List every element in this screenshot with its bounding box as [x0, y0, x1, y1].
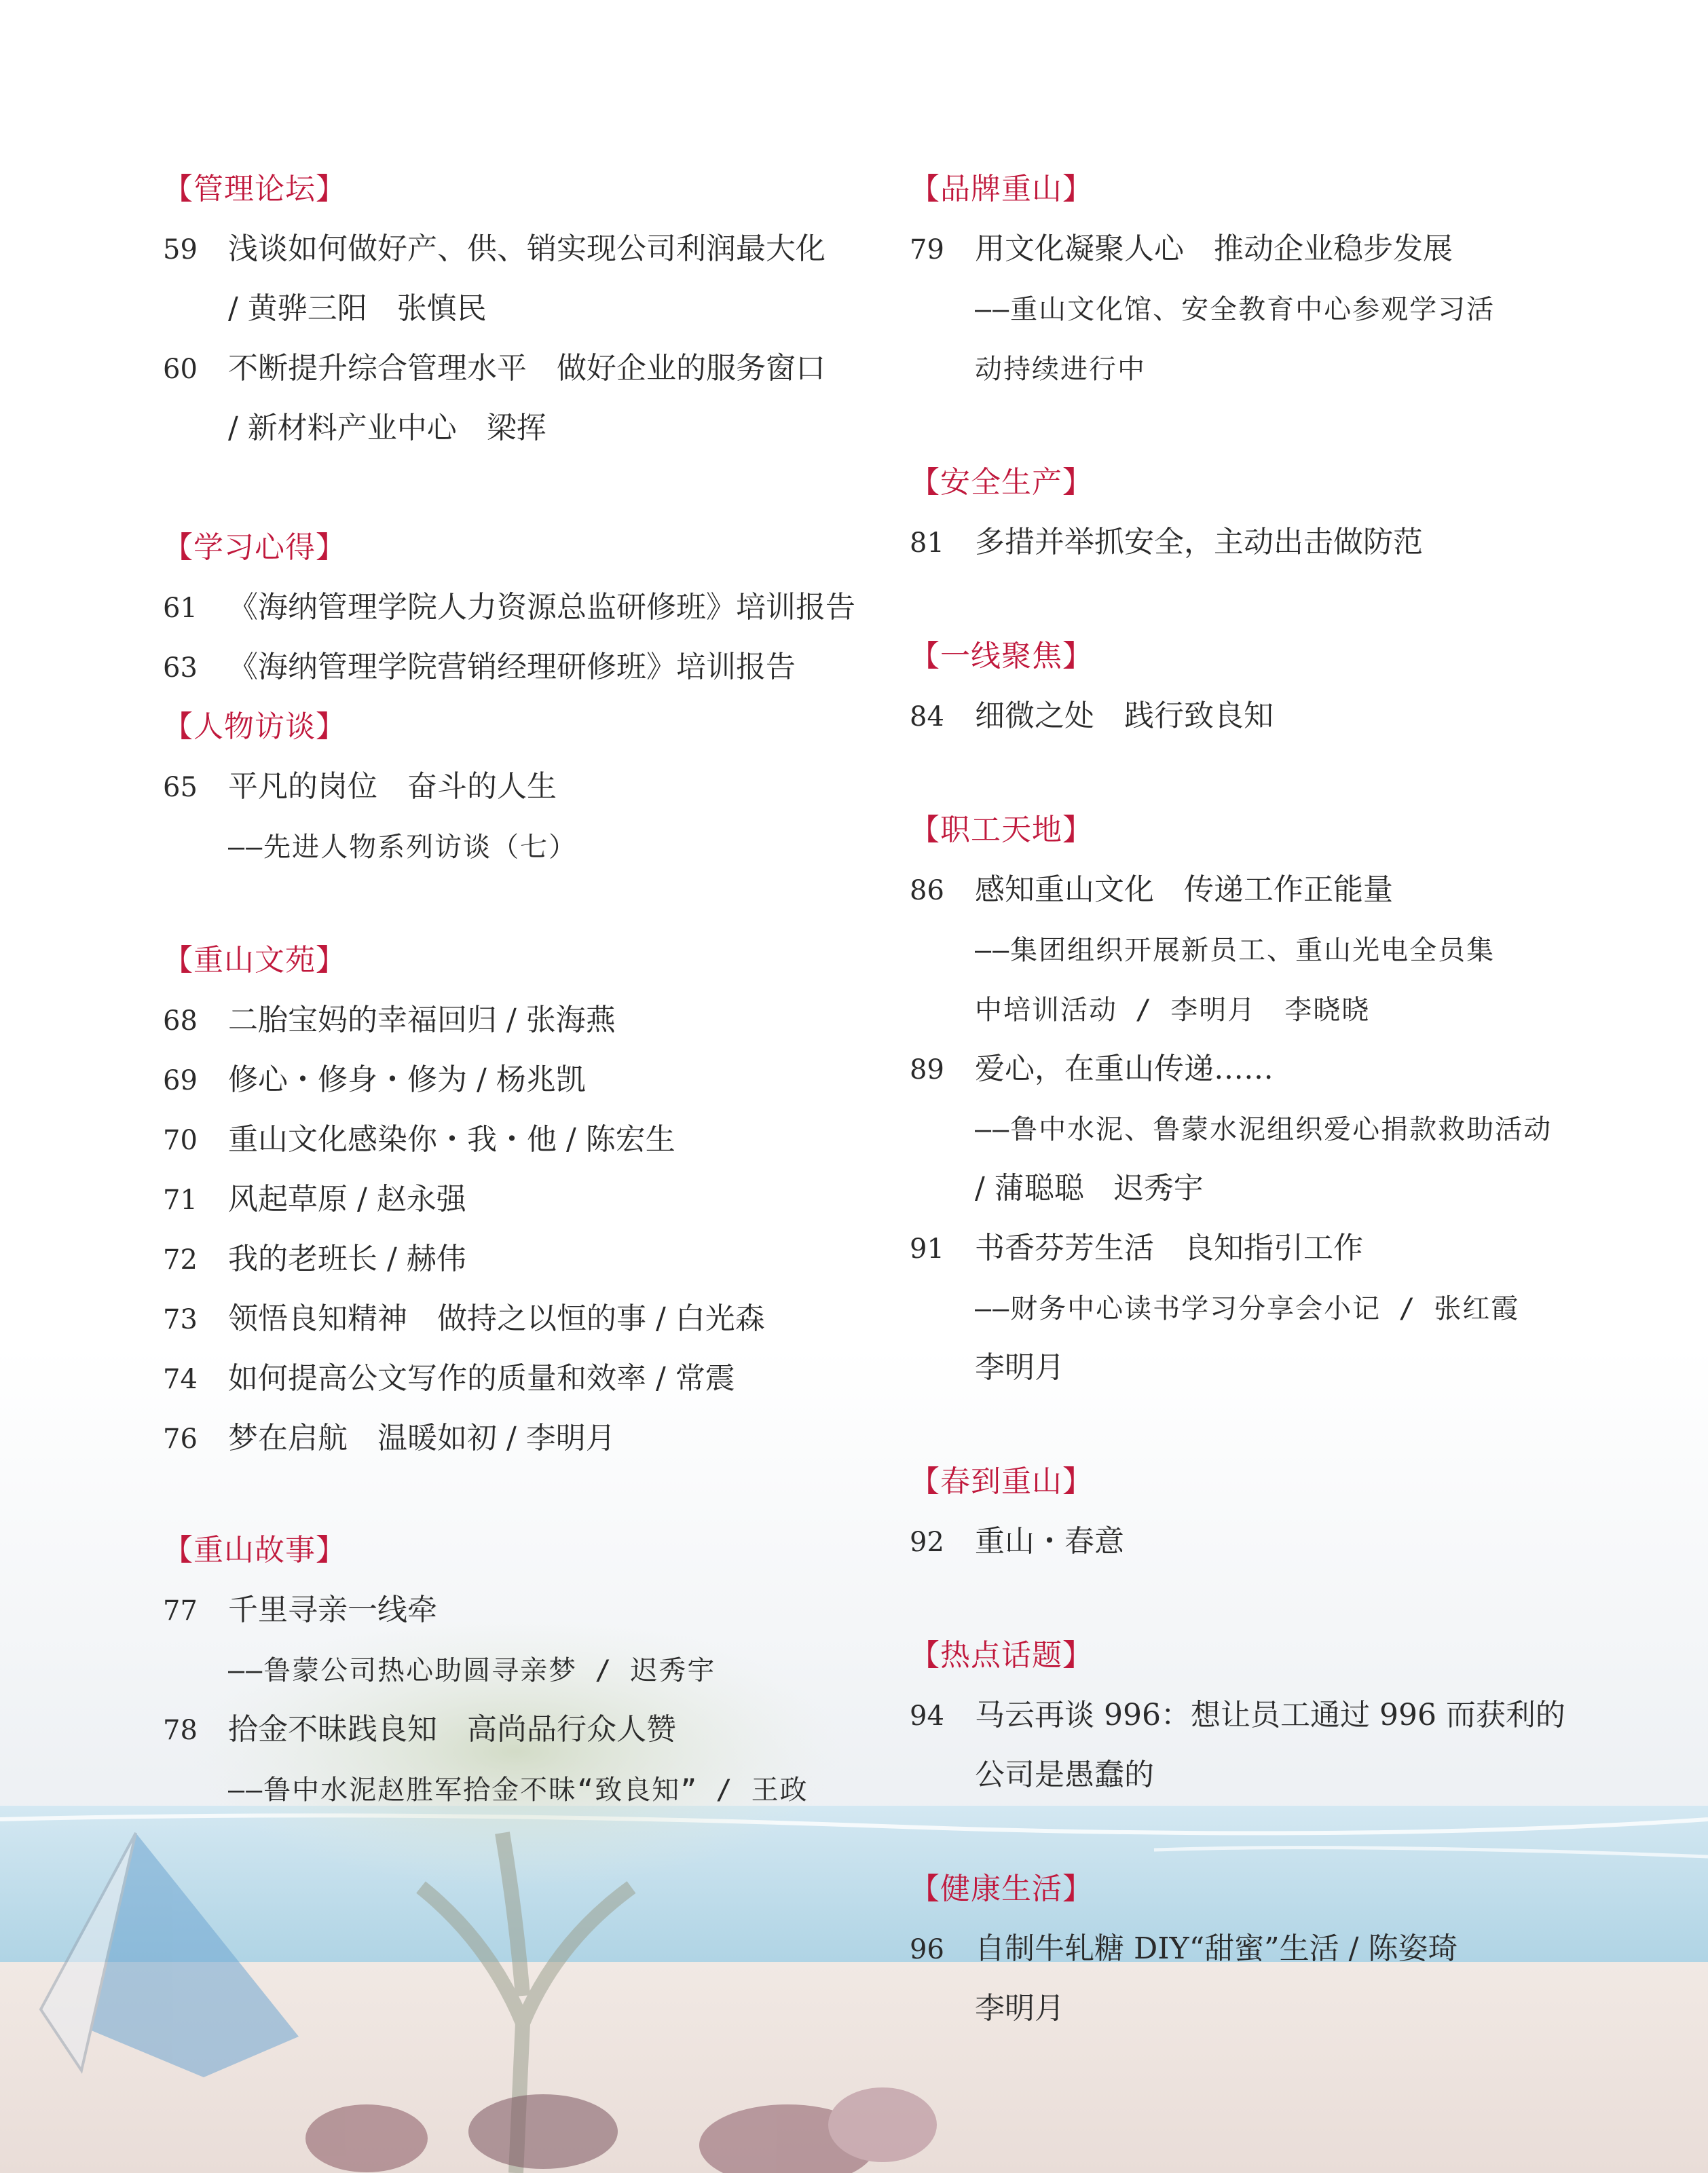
toc-section: [910, 800, 1670, 1398]
toc-entry-line: [163, 757, 876, 817]
entry-title: 领悟良知精神 做持之以恒的事 / 白光森: [228, 1301, 765, 1336]
toc-entry-line: [163, 1580, 876, 1640]
toc-entry-line: [910, 513, 1670, 572]
toc-section: [910, 1626, 1670, 1805]
entry-title: 风起草原 / 赵永强: [228, 1182, 466, 1216]
section-title: 【热点话题】: [910, 1638, 1093, 1673]
page-number: 76: [163, 1424, 198, 1455]
entry-title: 修心・修身・修为 / 杨兆凯: [228, 1062, 586, 1097]
entry-title: 书香芬芳生活 良知指引工作: [975, 1231, 1363, 1265]
page-number: 84: [910, 701, 944, 732]
page-number: 81: [910, 527, 944, 559]
toc-entry-line: [163, 578, 876, 637]
entry-title: / 蒲聪聪 迟秀宇: [975, 1171, 1204, 1206]
page-number: 79: [910, 234, 944, 265]
page-number: 63: [163, 652, 198, 684]
entry-title: 多措并举抓安全，主动出击做防范: [975, 525, 1423, 559]
entry-title: 我的老班长 / 赫伟: [228, 1242, 466, 1276]
toc-entry-line: [163, 398, 876, 458]
entry-subtitle: ——先进人物系列访谈（七）: [228, 832, 578, 863]
page-number: 60: [163, 354, 198, 385]
page-number: 65: [163, 772, 198, 803]
toc-entry-line: [910, 1159, 1670, 1219]
section-title: 【重山文苑】: [163, 943, 346, 978]
page-number: 94: [910, 1701, 944, 1732]
toc-entry-line: [163, 1170, 876, 1229]
entry-title: 细微之处 践行致良知: [975, 699, 1274, 733]
entry-title: 梦在启航 温暖如初 / 李明月: [228, 1421, 616, 1455]
section-title: 【职工天地】: [910, 813, 1093, 847]
entry-title: 如何提高公文写作的质量和效率 / 常震: [228, 1361, 735, 1396]
entry-title: 公司是愚蠢的: [975, 1758, 1154, 1792]
toc-section: [910, 627, 1670, 746]
entry-title: 自制牛轧糖 DIY“甜蜜”生活 / 陈姿琦: [975, 1931, 1458, 1966]
section-title: 【重山故事】: [163, 1533, 346, 1567]
toc-entry-line: [910, 1979, 1670, 2039]
entry-title: / 新材料产业中心 梁挥: [228, 411, 546, 445]
page-number: 61: [163, 593, 198, 624]
page-number: 59: [163, 234, 198, 265]
toc-entry-line: [163, 1229, 876, 1289]
toc-entry-line: [910, 279, 1670, 339]
page-number: 72: [163, 1244, 198, 1276]
toc-entry-line: [910, 1686, 1670, 1745]
section-title: 【安全生产】: [910, 465, 1093, 500]
toc-entry-line: [163, 219, 876, 279]
page-number: 68: [163, 1005, 198, 1037]
toc-right-column: [910, 160, 1670, 2039]
toc-entry-line: [163, 1110, 876, 1170]
section-title: 【人物访谈】: [163, 709, 346, 744]
toc-entry-line: [163, 1289, 876, 1349]
toc-section: [163, 518, 876, 697]
toc-section: [163, 160, 876, 458]
toc-left-column: [163, 160, 876, 1819]
entry-title: 李明月: [975, 1991, 1064, 2026]
entry-title: 《海纳管理学院人力资源总监研修班》培训报告: [228, 590, 855, 625]
toc-entry-line: [163, 990, 876, 1050]
page-number: 69: [163, 1065, 198, 1096]
section-title: 【一线聚焦】: [910, 639, 1093, 673]
toc-entry-line: [163, 339, 876, 398]
section-title: 【品牌重山】: [910, 172, 1093, 206]
toc-entry-line: [910, 339, 1670, 398]
entry-title: 不断提升综合管理水平 做好企业的服务窗口: [228, 351, 825, 386]
entry-subtitle: ——鲁中水泥赵胜军拾金不昧“致良知” / 王政: [228, 1775, 809, 1806]
page-number: 91: [910, 1233, 944, 1265]
entry-title: 感知重山文化 传递工作正能量: [975, 872, 1393, 907]
toc-entry-line: [163, 817, 876, 876]
toc-entry-line: [163, 1640, 876, 1700]
toc-entry-line: [910, 1099, 1670, 1159]
toc-section: [910, 453, 1670, 572]
entry-subtitle: ——鲁蒙公司热心助圆寻亲梦 / 迟秀宇: [228, 1655, 716, 1686]
toc-entry-line: [910, 686, 1670, 746]
toc-section: [910, 1859, 1670, 2039]
toc-entry-line: [163, 637, 876, 697]
toc-entry-line: [163, 1349, 876, 1409]
entry-title: 千里寻亲一线牵: [228, 1593, 437, 1627]
entry-title: 平凡的岗位 奋斗的人生: [228, 769, 557, 804]
entry-subtitle: ——集团组织开展新员工、重山光电全员集: [975, 935, 1496, 966]
entry-subtitle: 动持续进行中: [975, 354, 1146, 385]
entry-subtitle: ——财务中心读书学习分享会小记 / 张红霞: [975, 1293, 1520, 1324]
entry-title: 李明月: [975, 1350, 1064, 1385]
page-number: 86: [910, 875, 944, 906]
toc-entry-line: [910, 1745, 1670, 1805]
page-number: 71: [163, 1185, 198, 1216]
toc-entry-line: [163, 279, 876, 339]
toc-entry-line: [910, 1219, 1670, 1278]
entry-subtitle: ——重山文化馆、安全教育中心参观学习活: [975, 294, 1496, 325]
section-title: 【春到重山】: [910, 1464, 1093, 1499]
entry-title: 爱心，在重山传递……: [975, 1052, 1274, 1086]
entry-title: 浅谈如何做好产、供、销实现公司利润最大化: [228, 231, 825, 266]
toc-section: [163, 697, 876, 876]
toc-entry-line: [163, 1700, 876, 1760]
entry-title: 拾金不昧践良知 高尚品行众人赞: [228, 1712, 676, 1747]
section-title: 【学习心得】: [163, 530, 346, 565]
entry-title: 二胎宝妈的幸福回归 / 张海燕: [228, 1003, 616, 1037]
page-number: 77: [163, 1595, 198, 1627]
page-number: 74: [163, 1364, 198, 1395]
entry-title: / 黄骅三阳 张慎民: [228, 291, 487, 326]
page-number: 70: [163, 1125, 198, 1156]
toc-entry-line: [910, 1512, 1670, 1572]
entry-title: 重山・春意: [975, 1524, 1124, 1559]
entry-title: 马云再谈 996：想让员工通过 996 而获利的: [975, 1698, 1565, 1732]
toc-entry-line: [910, 1039, 1670, 1099]
page-number: 73: [163, 1304, 198, 1335]
page-number: 96: [910, 1934, 944, 1965]
toc-entry-line: [910, 1338, 1670, 1398]
toc-entry-line: [910, 219, 1670, 279]
entry-subtitle: 中培训活动 / 李明月 李晓晓: [975, 995, 1371, 1026]
toc-section: [910, 1452, 1670, 1572]
toc-entry-line: [910, 980, 1670, 1039]
page-number: 78: [163, 1715, 198, 1746]
toc-entry-line: [910, 1919, 1670, 1979]
toc-entry-line: [163, 1760, 876, 1819]
entry-subtitle: ——鲁中水泥、鲁蒙水泥组织爱心捐款救助活动: [975, 1114, 1553, 1145]
toc-entry-line: [163, 1409, 876, 1468]
section-title: 【健康生活】: [910, 1872, 1093, 1906]
section-title: 【管理论坛】: [163, 172, 346, 206]
toc-entry-line: [163, 1050, 876, 1110]
entry-title: 用文化凝聚人心 推动企业稳步发展: [975, 231, 1453, 266]
page-number: 89: [910, 1054, 944, 1085]
toc-entry-line: [910, 860, 1670, 920]
toc-section: [910, 160, 1670, 398]
toc-entry-line: [910, 920, 1670, 980]
entry-title: 《海纳管理学院营销经理研修班》培训报告: [228, 650, 796, 684]
page-number: 92: [910, 1527, 944, 1558]
toc-entry-line: [910, 1278, 1670, 1338]
toc-section: [163, 1521, 876, 1819]
toc-section: [163, 931, 876, 1468]
entry-title: 重山文化感染你・我・他 / 陈宏生: [228, 1122, 675, 1157]
